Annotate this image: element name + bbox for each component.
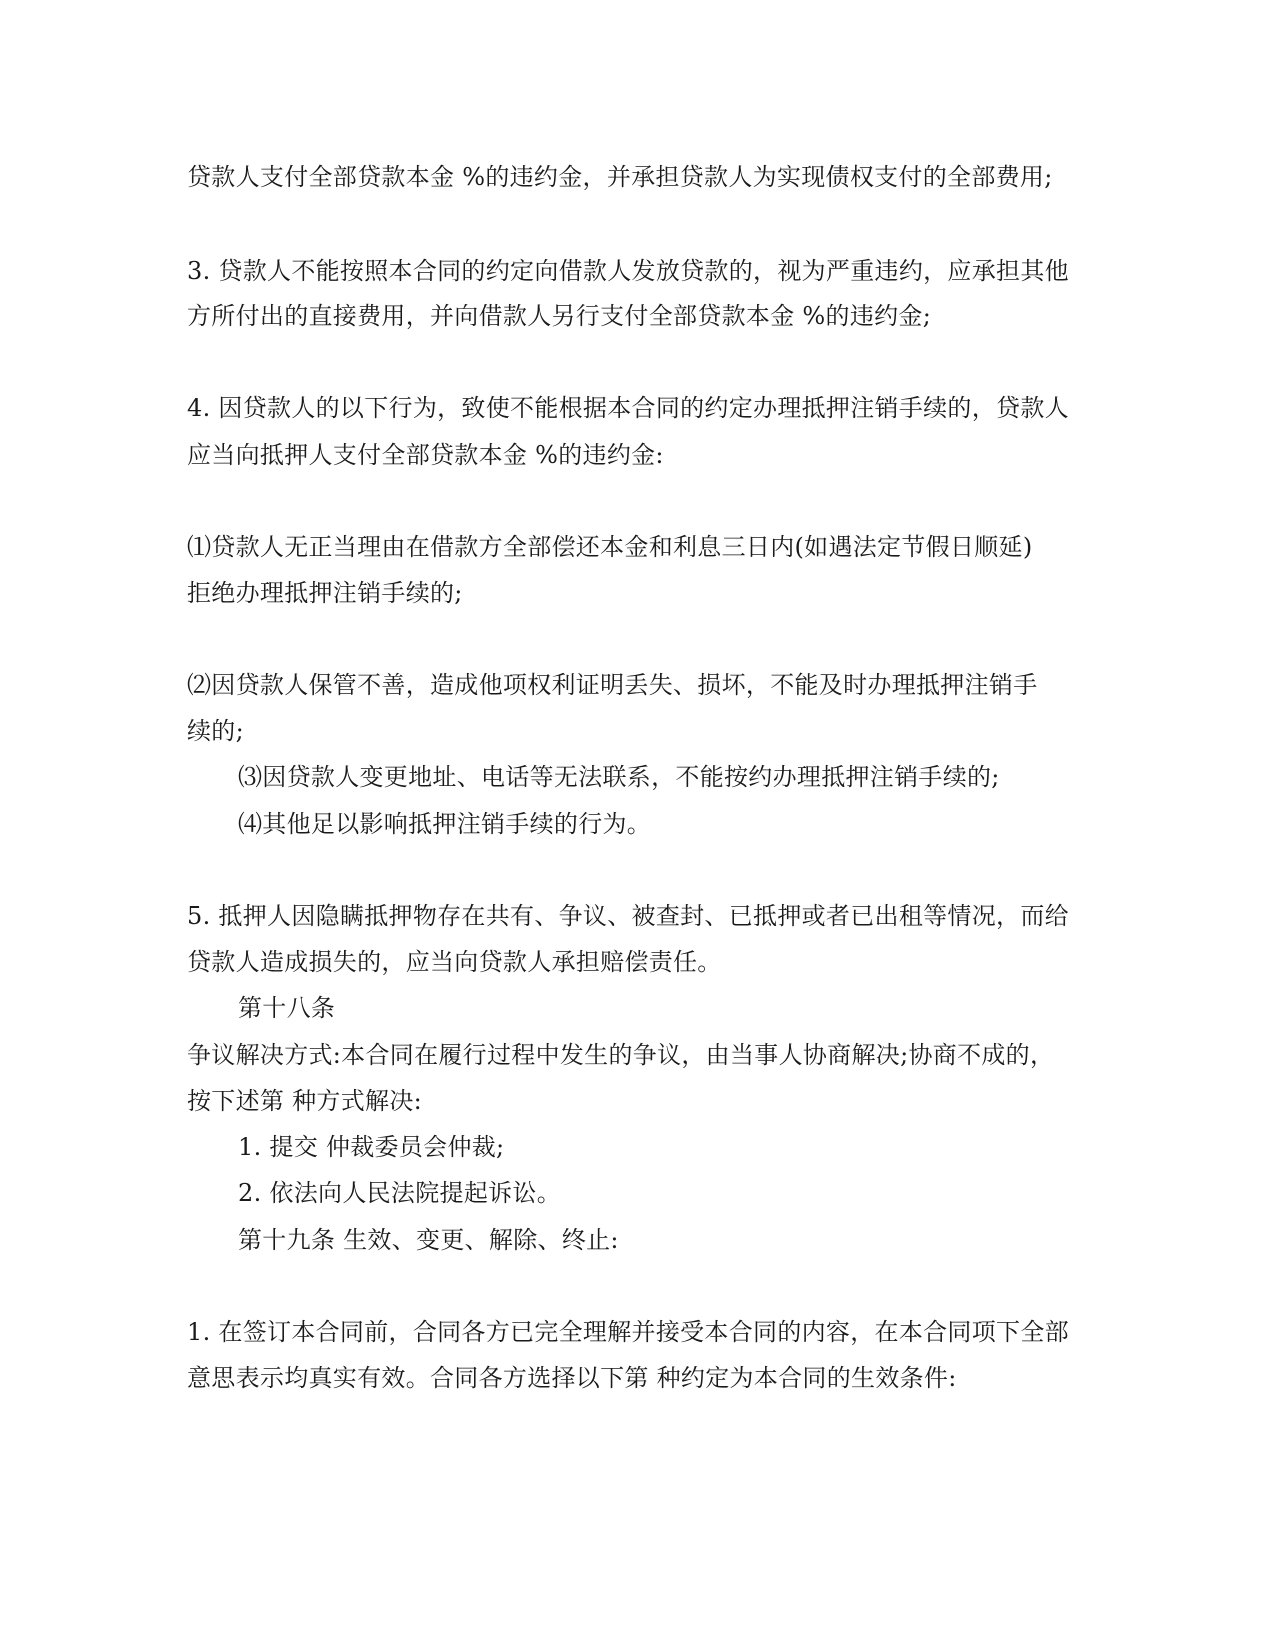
item-2-line-1: ⑵因贷款人保管不善，造成他项权利证明丢失、损坏，不能及时办理抵押注销手 xyxy=(187,671,1038,699)
dispute-option-1: 1. 提交 仲裁委员会仲裁; xyxy=(238,1133,505,1161)
item-2-line-2: 续的; xyxy=(187,717,244,745)
item-1-line-2: 拒绝办理抵押注销手续的; xyxy=(187,579,463,607)
clause-5-line-1: 5. 抵押人因隐瞒抵押物存在共有、争议、被查封、已抵押或者已出租等情况，而给 xyxy=(187,902,1069,930)
article-19-heading: 第十九条 生效、变更、解除、终止: xyxy=(238,1226,619,1254)
dispute-option-2: 2. 依法向人民法院提起诉讼。 xyxy=(238,1179,562,1207)
effect-clause-line-2: 意思表示均真实有效。合同各方选择以下第 种约定为本合同的生效条件: xyxy=(187,1364,957,1392)
effect-clause-line-1: 1. 在签订本合同前，合同各方已完全理解并接受本合同的内容，在本合同项下全部 xyxy=(187,1318,1069,1346)
item-1-line-1: ⑴贷款人无正当理由在借款方全部偿还本金和利息三日内(如遇法定节假日顺延) xyxy=(187,533,1033,561)
clause-3-line-1: 3. 贷款人不能按照本合同的约定向借款人发放贷款的，视为严重违约，应承担其他 xyxy=(187,257,1069,285)
paragraph-line-1: 贷款人支付全部贷款本金 %的违约金，并承担贷款人为实现债权支付的全部费用; xyxy=(187,163,1053,191)
dispute-line-1: 争议解决方式:本合同在履行过程中发生的争议，由当事人协商解决;协商不成的， xyxy=(187,1041,1055,1069)
clause-3-line-2: 方所付出的直接费用，并向借款人另行支付全部贷款本金 %的违约金; xyxy=(187,302,932,330)
item-3-line: ⑶因贷款人变更地址、电话等无法联系，不能按约办理抵押注销手续的; xyxy=(238,763,1000,791)
clause-4-line-2: 应当向抵押人支付全部贷款本金 %的违约金: xyxy=(187,441,664,469)
dispute-line-2: 按下述第 种方式解决: xyxy=(187,1087,423,1115)
article-18-heading: 第十八条 xyxy=(238,994,336,1022)
clause-4-line-1: 4. 因贷款人的以下行为，致使不能根据本合同的约定办理抵押注销手续的，贷款人 xyxy=(187,394,1069,422)
clause-5-line-2: 贷款人造成损失的，应当向贷款人承担赔偿责任。 xyxy=(187,948,722,976)
item-4-line: ⑷其他足以影响抵押注销手续的行为。 xyxy=(238,810,652,838)
